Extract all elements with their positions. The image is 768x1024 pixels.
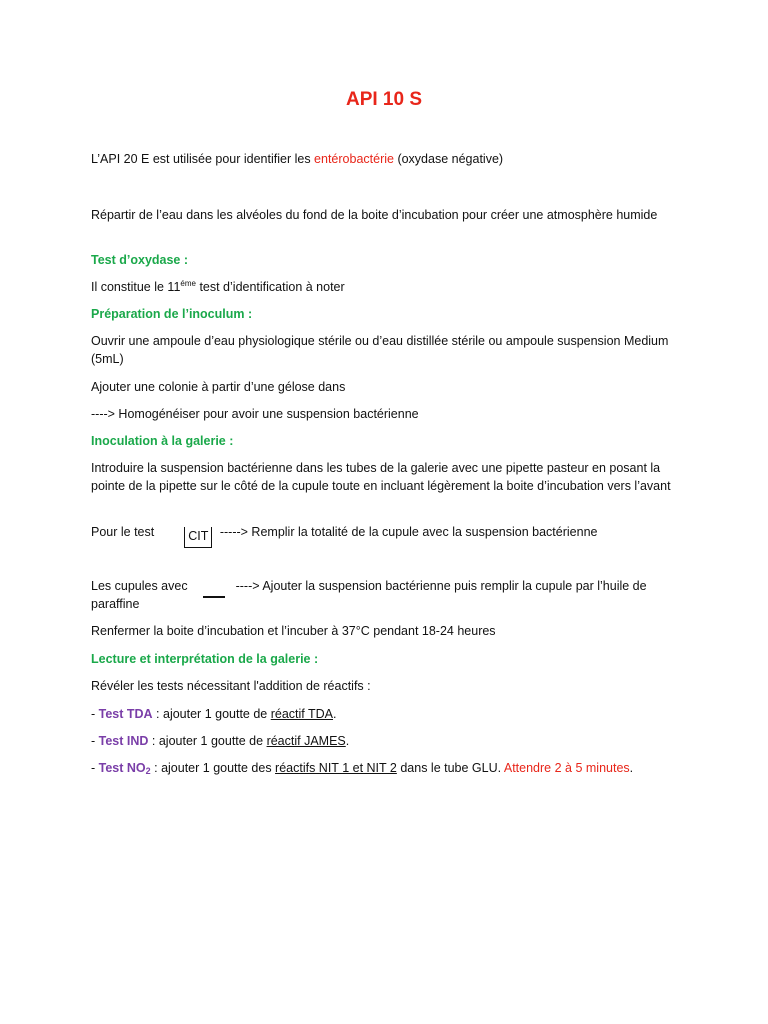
cit-line: Pour le test CIT -----> Remplir la totalité de la cupule avec la suspension bactérienne bbox=[91, 523, 686, 544]
test-ind-name: Test IND bbox=[98, 734, 149, 748]
oxydase-paragraph: Il constitue le $11^{éme}$ test d’identification à noter bbox=[91, 279, 345, 294]
wait-warning: Attendre 2 à 5 minutes bbox=[503, 761, 630, 775]
intro-paragraph: L’API 20 E est utilisée pour identifier les entérobactérie (oxydase négative) bbox=[91, 152, 504, 166]
ajouter-paragraph: Ajouter une colonie à partir d’une gélose dans bbox=[91, 380, 346, 394]
reagent-james: réactif JAMES bbox=[266, 734, 346, 748]
homogeneiser-paragraph: ----> Homogénéiser pour avoir une suspension bactérienne bbox=[91, 407, 419, 421]
heading-oxydase: Test d’oxydase : bbox=[91, 253, 189, 267]
heading-inoculum: Préparation de l’inoculum : bbox=[91, 307, 253, 321]
cupules-line: Les cupules avec ----> Ajouter la suspension bactérienne puis remplir la cupule par l’huile de paraffine bbox=[91, 579, 647, 611]
refermer-paragraph: Renfermer la boite d’incubation et l’incuber à 37°C pendant 18-24 heures bbox=[91, 624, 496, 638]
underline-cupule-icon bbox=[203, 596, 225, 598]
test-no2-name: Test $NO_2$ bbox=[98, 761, 151, 776]
repartir-paragraph: Répartir de l’eau dans les alvéoles du fond de la boite d’incubation pour créer une atmosphère humide bbox=[91, 208, 658, 222]
heading-lecture: Lecture et interprétation de la galerie : bbox=[91, 652, 319, 666]
page-title: API 10 S bbox=[345, 89, 423, 110]
test-ind-line: - Test IND : ajouter 1 goutte de réactif JAMES. bbox=[91, 734, 350, 748]
enterobacterie-highlight: entérobactérie bbox=[314, 152, 394, 166]
cupule-cit-icon: CIT bbox=[184, 527, 212, 548]
test-tda-line: - Test TDA : ajouter 1 goutte de réactif TDA. bbox=[91, 707, 337, 721]
introduire-paragraph: Introduire la suspension bactérienne dans les tubes de la galerie avec une pipette pasteur en posant la pointe de la pipette sur le côté de la cupule toute en incluant légèrement la boite d’incubation vers l’avant bbox=[91, 461, 671, 493]
reveler-paragraph: Révéler les tests nécessitant l'addition de réactifs : bbox=[91, 679, 371, 693]
test-no2-line: - Test $NO_2$ : ajouter 1 goutte des réactifs NIT 1 et NIT 2 dans le tube GLU. Attendre 2 à 5 minutes. bbox=[91, 761, 634, 776]
reagent-tda: réactif TDA bbox=[270, 707, 334, 721]
test-tda-name: Test TDA bbox=[98, 707, 153, 721]
ouvrir-paragraph: Ouvrir une ampoule d’eau physiologique stérile ou d’eau distillée stérile ou ampoule suspension Medium (5mL) bbox=[91, 334, 669, 366]
reagent-nit: réactifs NIT 1 et NIT 2 bbox=[275, 761, 397, 775]
heading-inoculation: Inoculation à la galerie : bbox=[91, 434, 234, 448]
